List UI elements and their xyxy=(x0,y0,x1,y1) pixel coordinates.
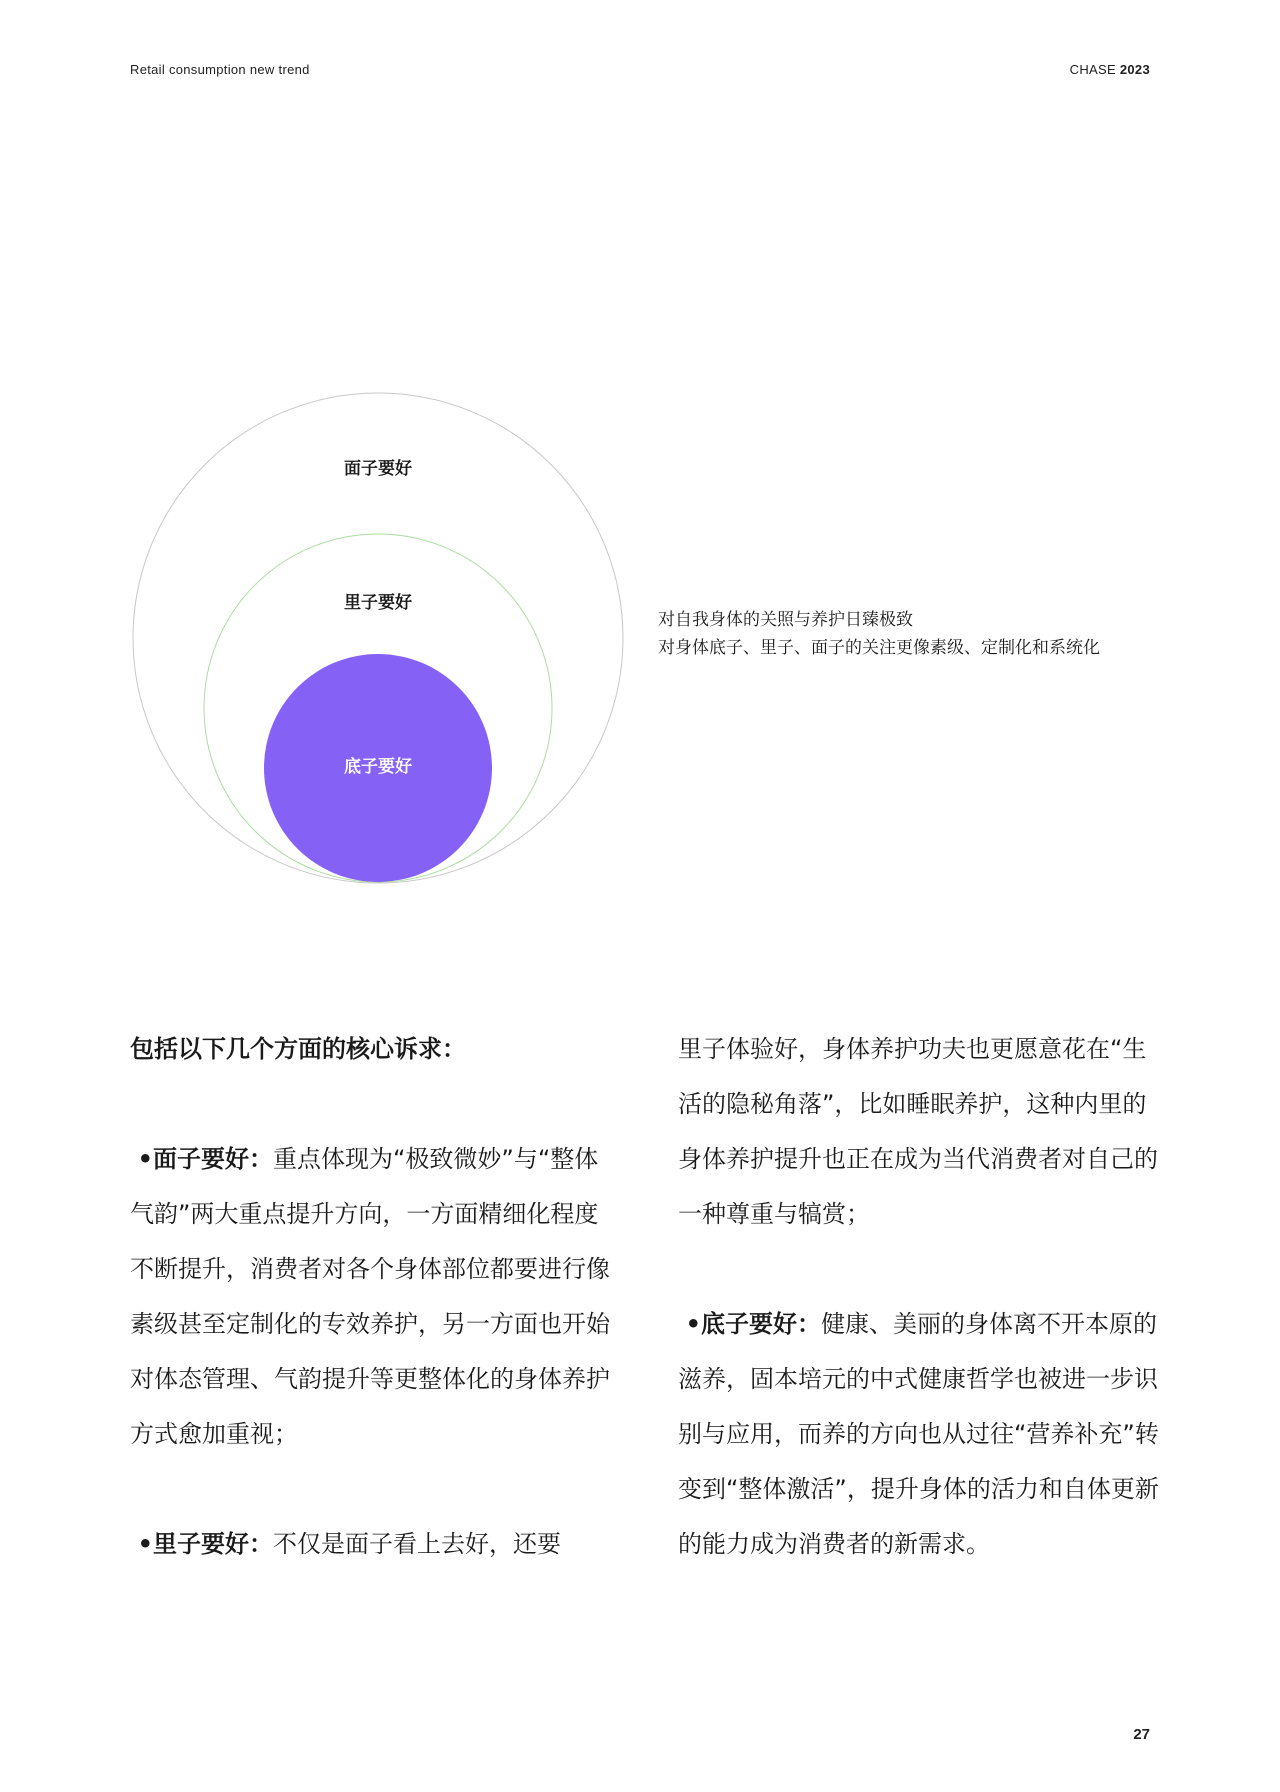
bullet-base-title: 底子要好： xyxy=(700,1310,821,1338)
bullet-inner-text: 不仅是面子看上去好，还要 xyxy=(272,1530,561,1558)
bullet-face xyxy=(130,1132,620,1462)
section-heading: 包括以下几个方面的核心诉求： xyxy=(130,1035,466,1063)
right-column xyxy=(678,1022,1168,1572)
bullet-dot: • xyxy=(685,1310,701,1338)
bullet-inner-title: 里子要好： xyxy=(152,1530,273,1558)
bullet-face-title: 面子要好： xyxy=(152,1145,273,1173)
bullet-inner xyxy=(130,1517,620,1572)
header-brand: CHASE xyxy=(1069,62,1116,77)
header-title: Retail consumption new trend xyxy=(130,62,310,77)
header-year: 2023 xyxy=(1119,62,1150,77)
caption-line-1: 对自我身体的关照与养护日臻极致 xyxy=(658,610,913,630)
bullet-dot: • xyxy=(137,1145,153,1173)
bullet-face-text: 重点体现为“极致微妙”与“整体气韵”两大重点提升方向，一方面精细化程度不断提升，消费者对各个身体部位都要进行像素级甚至定制化的专效养护，另一方面也开始对体态管理、气韵提升等更整体化的身体养护方式愈加重视； xyxy=(130,1145,610,1448)
caption-line-2: 对身体底子、里子、面子的关注更像素级、定制化和系统化 xyxy=(658,638,1100,658)
bullet-base xyxy=(678,1297,1168,1572)
outer-circle-label: 面子要好 xyxy=(344,459,412,479)
bullet-inner-continued: 里子体验好，身体养护功夫也更愿意花在“生活的隐秘角落”，比如睡眠养护，这种内里的身体养护提升也正在成为当代消费者对自己的一种尊重与犒赏； xyxy=(678,1035,1158,1228)
bullet-base-text: 健康、美丽的身体离不开本原的滋养，固本培元的中式健康哲学也被进一步识别与应用，而养的方向也从过往“营养补充”转变到“整体激活”，提升身体的活力和自体更新的能力成为消费者的新需求。 xyxy=(678,1310,1159,1558)
middle-circle-label: 里子要好 xyxy=(344,593,412,613)
left-column xyxy=(130,1022,620,1572)
diagram-caption xyxy=(658,606,1100,662)
page-number: 27 xyxy=(1133,1726,1150,1743)
inner-circle-label: 底子要好 xyxy=(344,757,412,777)
bullet-dot: • xyxy=(137,1530,153,1558)
